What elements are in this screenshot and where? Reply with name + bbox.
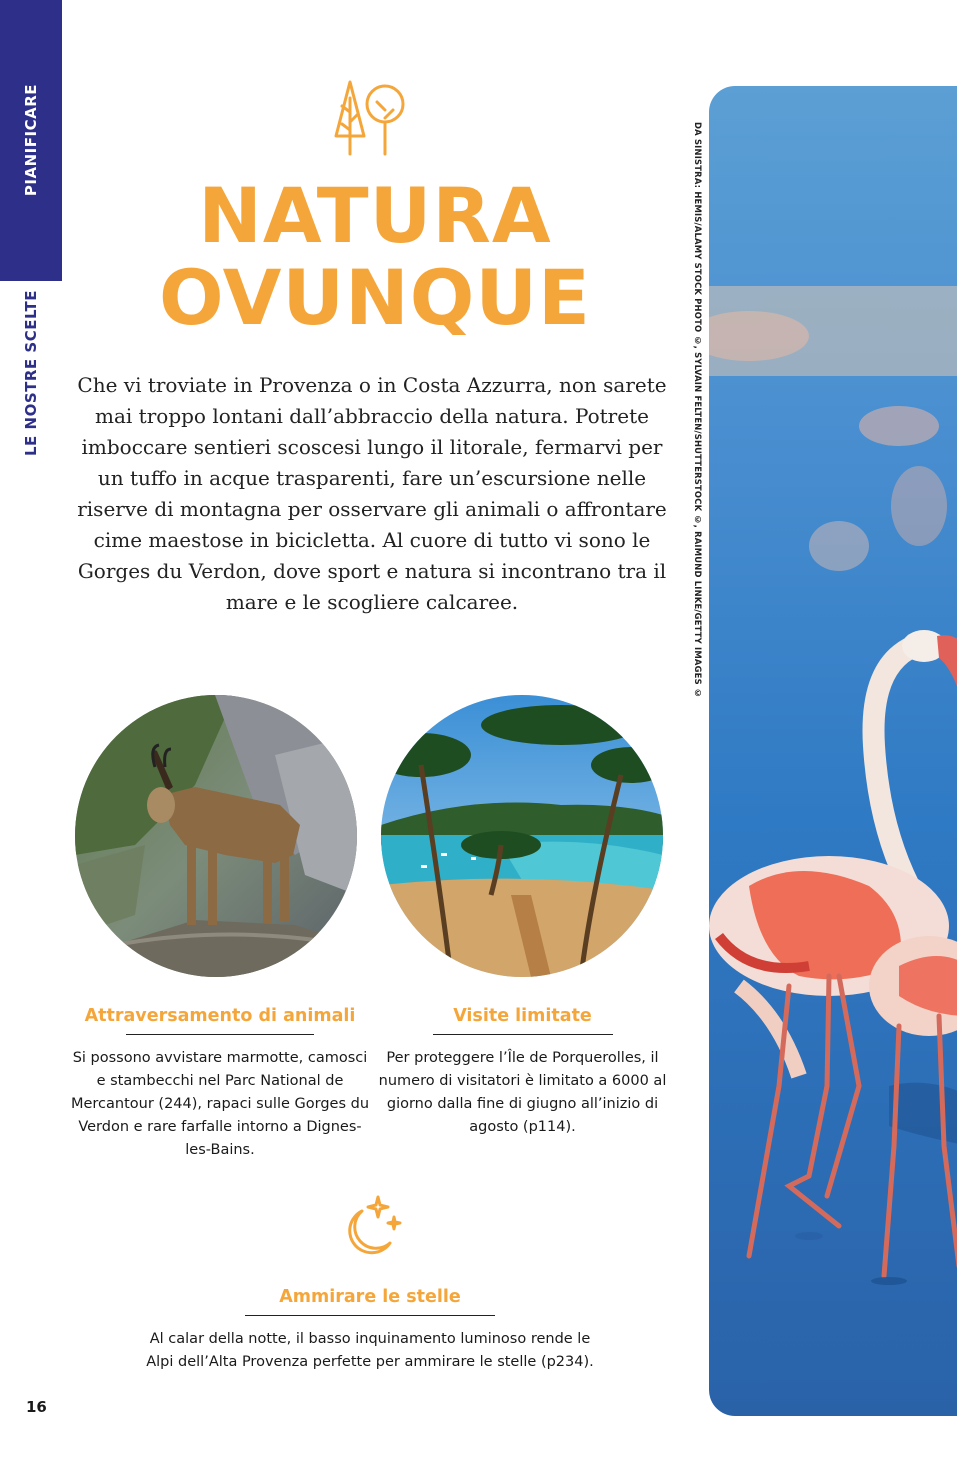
porquerolles-photo xyxy=(381,695,663,977)
title-line-2: OVUNQUE xyxy=(159,253,591,342)
photo-credit xyxy=(686,122,710,722)
feature-stars xyxy=(145,1287,595,1374)
feature-text: Al calar della notte, il basso inquinamento luminoso rende le Alpi dell’Alta Provenza perfette per ammirare le stelle (p234). xyxy=(146,1331,594,1370)
feature-text: Si possono avvistare marmotte, camosci e stambecchi nel Parc National de Mercantour (244), rapaci sulle Gorges du Verdon e rare farfalle intorno a Dignes-les-Bains. xyxy=(70,1050,370,1158)
page-number: 16 xyxy=(26,1398,47,1416)
feature-limited-visits xyxy=(375,1006,670,1139)
trees-icon xyxy=(330,78,412,158)
sidebar-tab-label: PIANIFICARE xyxy=(22,84,40,197)
sidebar-section-label: LE NOSTRE SCELTE xyxy=(22,290,40,456)
flamingo-photo xyxy=(709,86,957,1416)
chamois-photo xyxy=(75,695,357,977)
photo-credit-text: DA SINISTRA: HEMIS/ALAMY STOCK PHOTO ©, SYLVAIN FELTEN/SHUTTERSTOCK ©, RAIMUND LINKE/GETTY IMAGES © xyxy=(693,122,703,699)
divider xyxy=(126,1034,314,1035)
feature-animals xyxy=(70,1006,370,1162)
moon-stars-icon xyxy=(332,1193,406,1261)
feature-heading: Attraversamento di animali xyxy=(84,1006,356,1026)
divider xyxy=(245,1315,495,1316)
title-line-1: NATURA xyxy=(198,171,552,260)
divider xyxy=(433,1034,613,1035)
page-title xyxy=(95,171,655,342)
sidebar xyxy=(0,0,62,1474)
feature-text: Per proteggere l’Île de Porquerolles, il numero di visitatori è limitato a 6000 al giorno dalla fine di giugno all’inizio di agosto (p114). xyxy=(378,1050,667,1135)
feature-heading: Visite limitate xyxy=(453,1006,592,1026)
feature-heading: Ammirare le stelle xyxy=(279,1287,461,1307)
intro-paragraph: Che vi troviate in Provenza o in Costa Azzurra, non sarete mai troppo lontani dall’abbraccio della natura. Potrete imboccare sentieri scoscesi lungo il litorale, fermarvi per un tuffo in acque trasparenti, fare un’escursione nelle riserve di montagna per osservare gli animali o affrontare cime maestose in bicicletta. Al cuore di tutto vi sono le Gorges du Verdon, dove sport e natura si incontrano tra il mare e le scogliere calcaree. xyxy=(77,373,667,614)
